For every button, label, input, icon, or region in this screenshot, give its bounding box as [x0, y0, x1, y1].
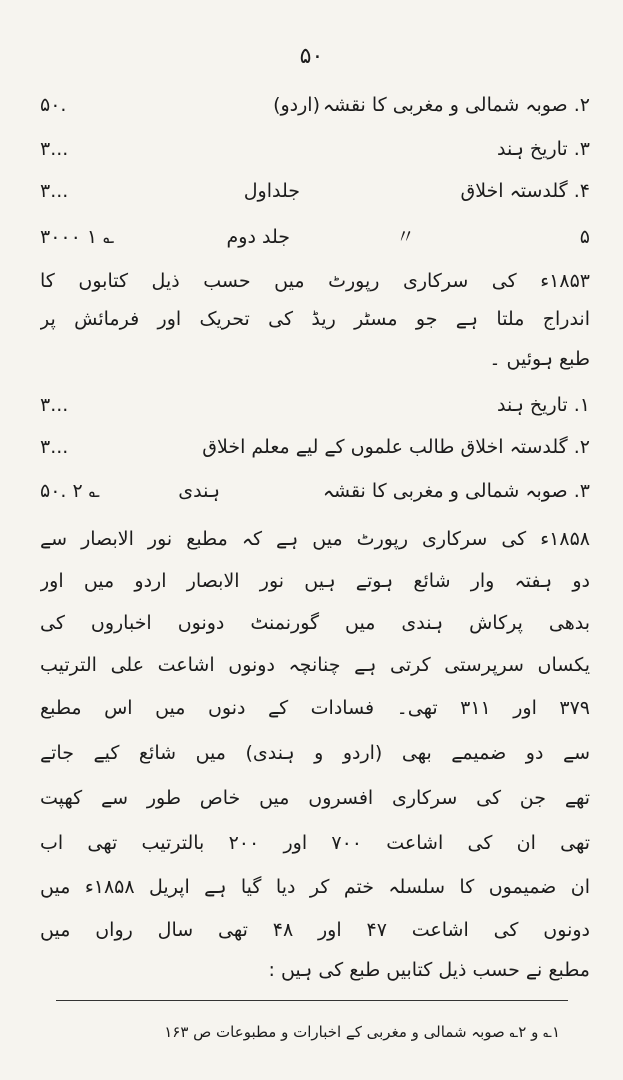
- book-price: ۵۰.: [40, 94, 67, 116]
- book-price: ۳...: [40, 436, 69, 458]
- paragraph-line: تھی ان کی اشاعت ۷۰۰ اور ۲۰۰ بالترتیب تھی اب: [40, 832, 590, 854]
- paragraph-line: تھے جن کی سرکاری افسروں میں خاص طور سے کھپت: [40, 787, 590, 809]
- book-title: ۳. تاریخ ہند: [497, 138, 590, 160]
- paragraph-line: ان ضمیموں کا سلسلہ ختم کر دیا گیا ہے اپریل ۱۸۵۸ء میں: [40, 876, 590, 898]
- paragraph-line: دو ہفتہ وار شائع ہوتے ہیں نور الابصار اردو میں اور: [40, 570, 590, 592]
- page-number: ۵۰: [299, 44, 324, 69]
- paragraph-line: ۳۷۹ اور ۳۱۱ تھی۔ فسادات کے دنوں میں اس مطبع: [40, 697, 590, 719]
- paragraph-line: ۱۸۵۳ء کی سرکاری رپورٹ میں حسب ذیل کتابوں کا: [40, 270, 590, 292]
- footnote: ۱؎ و ۲؎ صوبہ شمالی و مغربی کے اخبارات و مطبوعات ص ۱۶۳: [164, 1023, 560, 1041]
- paragraph-line: بدھی پرکاش ہندی میں گورنمنٹ دونوں اخباروں کی: [40, 612, 590, 634]
- book-note: ہندی: [178, 480, 220, 502]
- paragraph-line: سے دو ضمیمے بھی (اردو و ہندی) میں شائع کیے جاتے: [40, 742, 590, 764]
- book-note: جلداول: [243, 180, 300, 202]
- book-title: ۳. صوبہ شمالی و مغربی کا نقشہ: [322, 480, 590, 502]
- book-title: ۲. صوبہ شمالی و مغربی کا نقشہ: [322, 94, 590, 116]
- list-item: [40, 432, 590, 462]
- book-price: ۳...: [40, 138, 69, 160]
- list-item: [40, 222, 590, 252]
- book-price: ۳...: [40, 394, 69, 416]
- paragraph-line: یکساں سرپرستی کرتی ہے چنانچہ دونوں اشاعت علی الترتیب: [40, 654, 590, 676]
- book-price: ۳...: [40, 180, 69, 202]
- book-title: ۴. گلدستہ اخلاق: [460, 180, 590, 202]
- book-note: (اردو): [273, 94, 320, 116]
- list-item: [40, 476, 590, 506]
- list-item: [40, 390, 590, 420]
- book-title: ۲. گلدستہ اخلاق طالب علموں کے لیے معلم اخلاق: [202, 436, 590, 458]
- book-price: ۳۰۰۰ ۱ ؎: [40, 226, 115, 248]
- paragraph-line: مطبع نے حسب ذیل کتابیں طبع کی ہیں :: [268, 959, 590, 981]
- paragraph-line: اندراج ملتا ہے جو مسٹر ریڈ کی تحریک اور فرمائش پر: [40, 308, 590, 330]
- footnote-divider: [56, 1000, 568, 1001]
- paragraph-line: طبع ہوئیں ۔: [489, 348, 590, 370]
- paragraph-line: ۱۸۵۸ء کی سرکاری رپورٹ میں ہے کہ مطبع نور الابصار سے: [40, 528, 590, 550]
- list-item: [40, 90, 590, 120]
- book-title: ۵: [579, 226, 590, 248]
- book-price: ۵۰. ۲ ؎: [40, 480, 100, 502]
- ditto-mark: 〃: [395, 226, 415, 248]
- book-title: ۱. تاریخ ہند: [497, 394, 590, 416]
- list-item: [40, 176, 590, 206]
- paragraph-line: دونوں کی اشاعت ۴۷ اور ۴۸ تھی سال رواں میں: [40, 919, 590, 941]
- list-item: [40, 134, 590, 164]
- book-note: جلد دوم: [226, 226, 290, 248]
